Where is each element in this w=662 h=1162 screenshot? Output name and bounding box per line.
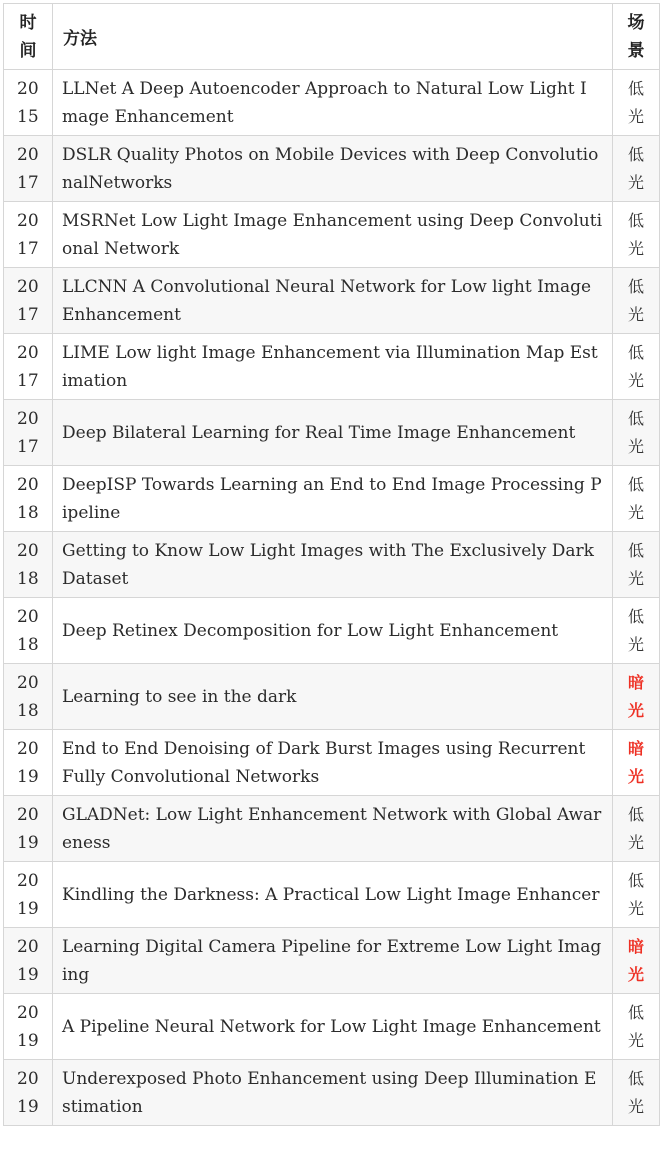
year-cell: 2019 (4, 796, 53, 862)
year-cell: 2017 (4, 334, 53, 400)
year-cell: 2019 (4, 1060, 53, 1126)
method-cell: Deep Bilateral Learning for Real Time Image Enhancement (53, 400, 613, 466)
method-cell: LIME Low light Image Enhancement via Illumination Map Estimation (53, 334, 613, 400)
table-row (4, 268, 660, 334)
method-cell: MSRNet Low Light Image Enhancement using Deep Convolutional Network (53, 202, 613, 268)
method-cell: LLCNN A Convolutional Neural Network for Low light Image Enhancement (53, 268, 613, 334)
method-cell: Kindling the Darkness: A Practical Low Light Image Enhancer (53, 862, 613, 928)
year-cell: 2019 (4, 928, 53, 994)
year-cell: 2017 (4, 268, 53, 334)
table-row (4, 928, 660, 994)
year-cell: 2015 (4, 70, 53, 136)
scene-cell: 低光 (613, 202, 660, 268)
scene-cell: 低光 (613, 532, 660, 598)
method-cell: GLADNet: Low Light Enhancement Network with Global Awareness (53, 796, 613, 862)
header-method: 方法 (53, 4, 613, 70)
year-cell: 2017 (4, 202, 53, 268)
table-row (4, 400, 660, 466)
scene-cell: 低光 (613, 1060, 660, 1126)
scene-cell: 低光 (613, 598, 660, 664)
header-scene: 场景 (613, 4, 660, 70)
table-row (4, 994, 660, 1060)
table-body (4, 70, 660, 1126)
year-cell: 2018 (4, 532, 53, 598)
header-year: 时间 (4, 4, 53, 70)
year-cell: 2017 (4, 136, 53, 202)
table-row (4, 202, 660, 268)
table-header (4, 4, 660, 70)
table-row (4, 334, 660, 400)
year-cell: 2019 (4, 730, 53, 796)
table-row (4, 1060, 660, 1126)
table-row (4, 796, 660, 862)
scene-cell: 低光 (613, 994, 660, 1060)
year-cell: 2017 (4, 400, 53, 466)
scene-cell: 低光 (613, 466, 660, 532)
year-cell: 2018 (4, 664, 53, 730)
papers-table-wrapper (3, 3, 660, 1126)
table-row (4, 532, 660, 598)
method-cell: LLNet A Deep Autoencoder Approach to Natural Low Light Image Enhancement (53, 70, 613, 136)
table-row (4, 598, 660, 664)
table-row (4, 730, 660, 796)
method-cell: A Pipeline Neural Network for Low Light Image Enhancement (53, 994, 613, 1060)
table-row (4, 136, 660, 202)
scene-cell: 低光 (613, 136, 660, 202)
method-cell: DeepISP Towards Learning an End to End Image Processing Pipeline (53, 466, 613, 532)
scene-cell: 低光 (613, 268, 660, 334)
table-row (4, 70, 660, 136)
year-cell: 2019 (4, 862, 53, 928)
year-cell: 2018 (4, 466, 53, 532)
scene-cell: 低光 (613, 334, 660, 400)
method-cell: Getting to Know Low Light Images with The Exclusively Dark Dataset (53, 532, 613, 598)
table-row (4, 466, 660, 532)
table-row (4, 862, 660, 928)
year-cell: 2019 (4, 994, 53, 1060)
scene-cell: 暗光 (613, 928, 660, 994)
header-row (4, 4, 660, 70)
method-cell: Underexposed Photo Enhancement using Deep Illumination Estimation (53, 1060, 613, 1126)
scene-cell: 低光 (613, 862, 660, 928)
table-row (4, 664, 660, 730)
scene-cell: 低光 (613, 796, 660, 862)
method-cell: End to End Denoising of Dark Burst Images using Recurrent Fully Convolutional Networks (53, 730, 613, 796)
scene-cell: 暗光 (613, 664, 660, 730)
scene-cell: 低光 (613, 400, 660, 466)
method-cell: Learning Digital Camera Pipeline for Extreme Low Light Imaging (53, 928, 613, 994)
method-cell: Learning to see in the dark (53, 664, 613, 730)
papers-table (3, 3, 660, 1126)
scene-cell: 低光 (613, 70, 660, 136)
year-cell: 2018 (4, 598, 53, 664)
method-cell: DSLR Quality Photos on Mobile Devices with Deep ConvolutionalNetworks (53, 136, 613, 202)
method-cell: Deep Retinex Decomposition for Low Light Enhancement (53, 598, 613, 664)
scene-cell: 暗光 (613, 730, 660, 796)
